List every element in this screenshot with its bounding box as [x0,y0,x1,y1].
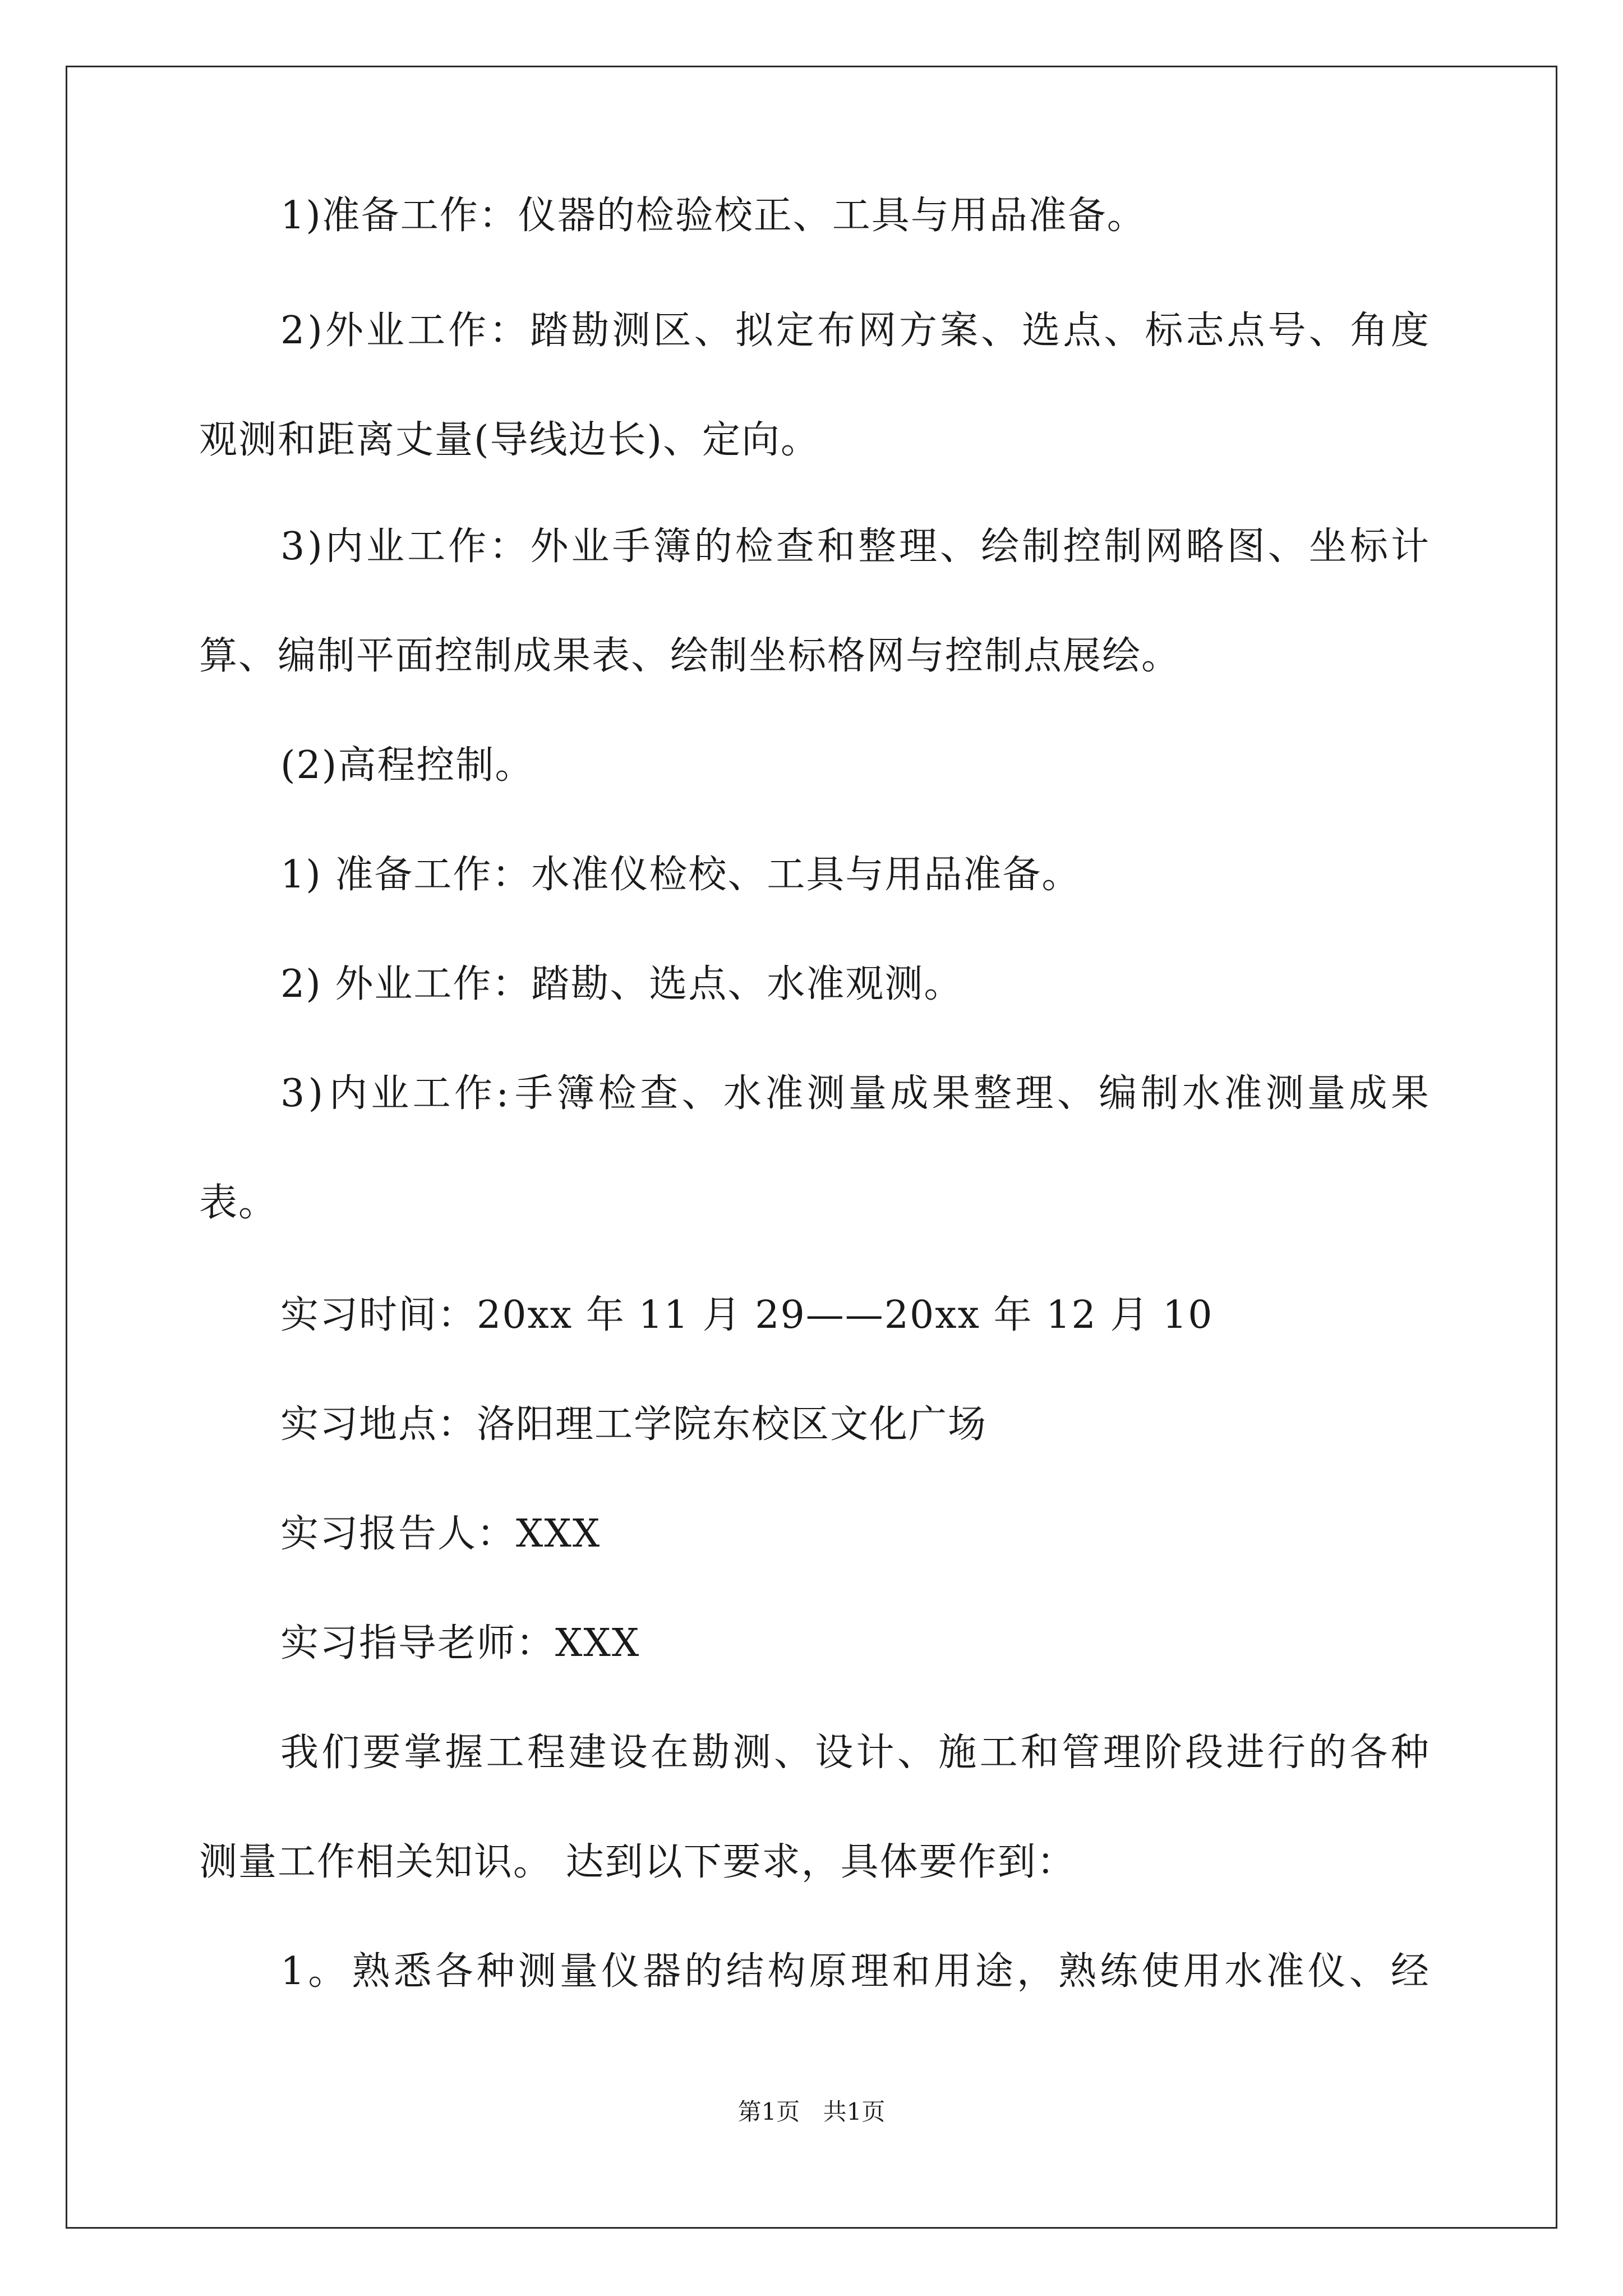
page-total: 共1页 [823,2098,886,2125]
text-line: 1)准备工作：仪器的检验校正、工具与用品准备。 [280,194,1146,238]
text-line: 实习报告人：XXX [280,1512,601,1556]
text-line: 3 ) 内 业 工 作 ： 外 业 手 簿 的 检 查 和 整 理 、 绘 制 控 制 网 略 图 、 坐 标 计 [280,524,1430,569]
page-footer [0,2095,1623,2129]
text-line: 2 ) 外 业 工 作 ： 踏 勘 测 区 、 拟 定 布 网 方 案 、 选 点 、 标 志 点 号 、 角 度 [280,309,1430,353]
page-number: 第1页 [737,2098,800,2125]
text-line: 3 ) 内 业 工 作 : 手 簿 检 查 、 水 准 测 量 成 果 整 理 、 编 制 水 准 测 量 成 果 [280,1071,1430,1116]
text-line: 1 。 熟 悉 各 种 测 量 仪 器 的 结 构 原 理 和 用 途 ， 熟 练 使 用 水 准 仪 、 经 [280,1949,1430,1994]
text-line: 1) 准备工作：水准仪检校、工具与用品准备。 [280,853,1081,897]
text-line: 表。 [199,1181,278,1225]
text-line: (2)高程控制。 [280,743,534,788]
text-line: 2) 外业工作：踏勘、选点、水准观测。 [280,962,963,1006]
text-line: 观测和距离丈量(导线边长)、定向。 [199,418,820,462]
text-line: 实习时间：20xx 年 11 月 29——20xx 年 12 月 10 [280,1293,1214,1337]
text-line: 实习地点：洛阳理工学院东校区文化广场 [280,1402,988,1447]
page-border [66,66,1557,2229]
text-line: 测量工作相关知识。 达到以下要求，具体要作到： [199,1840,1076,1884]
text-line: 我 们 要 掌 握 工 程 建 设 在 勘 测 、 设 计 、 施 工 和 管 理 阶 段 进 行 的 各 种 [280,1731,1430,1775]
text-line: 算、编制平面控制成果表、绘制坐标格网与控制点展绘。 [199,634,1181,678]
text-line: 实习指导老师：XXX [280,1621,640,1665]
